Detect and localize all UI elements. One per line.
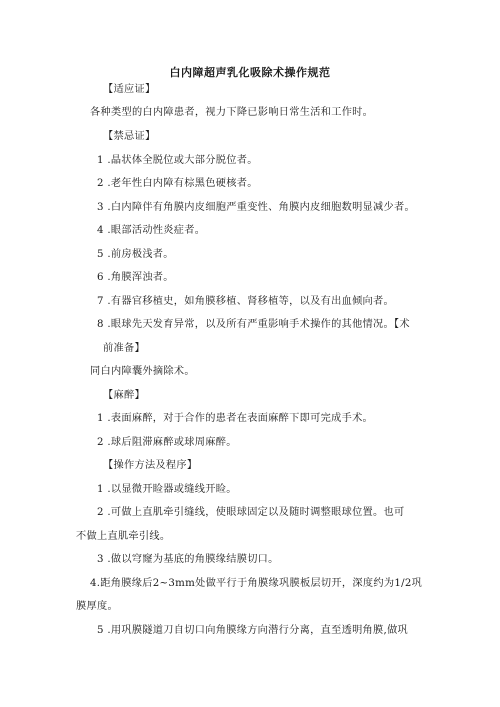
list-item-continuation: 不做上直肌牵引线。 [76, 531, 171, 542]
list-item: 4.距角膜缘后2~3mm处做平行于角膜缘巩膜板层切开，深度约为1/2巩 [90, 578, 423, 589]
section-heading-preparation: 前准备】 [103, 343, 145, 354]
list-item: 2 .老年性白内障有棕黑色硬核者。 [97, 178, 258, 189]
paragraph-indications: 各种类型的白内障患者，视力下降已影响日常生活和工作时。 [90, 107, 374, 118]
list-item: 5 .用巩膜隧道刀自切口向角膜缘方向潜行分离，直至透明角膜,做巩 [97, 625, 409, 636]
list-item: 7 .有器官移植史，如角膜移植、肾移植等，以及有出血倾向者。 [97, 296, 395, 307]
section-heading-contraindications: 【禁忌证】 [103, 131, 156, 142]
section-heading-anesthesia: 【麻醉】 [103, 390, 145, 401]
list-item: 3 .做以穹窿为基底的角膜缘结膜切口。 [97, 554, 279, 565]
list-item: 5 .前房极浅者。 [97, 249, 174, 260]
list-item: 1 .表面麻醉，对于合作的患者在表面麻醉下即可完成手术。 [97, 413, 374, 424]
list-item: 3 .白内障伴有角膜内皮细胞严重变性、角膜内皮细胞数明显减少者。 [97, 202, 415, 213]
list-item: 4 .眼部活动性炎症者。 [97, 225, 206, 236]
list-item: 6 .角膜浑浊者。 [97, 272, 174, 283]
list-item: 1 .以显微开睑器或缝线开睑。 [97, 484, 237, 495]
list-item: 1 .晶状体全脱位或大部分脱位者。 [97, 155, 258, 166]
list-item: 2 .可做上直肌牵引缝线，使眼球固定以及随时调整眼球位置。也可 [97, 507, 405, 518]
page-title: 白内障超声乳化吸除术操作规范 [169, 66, 331, 79]
list-item: 2 .球后阻滞麻醉或球周麻醉。 [97, 437, 237, 448]
list-item-continuation: 膜厚度。 [76, 601, 118, 612]
paragraph-preparation: 同白内障囊外摘除术。 [90, 366, 195, 377]
section-heading-procedure: 【操作方法及程序】 [103, 460, 198, 471]
list-item: 8 .眼球先天发育异常，以及所有严重影响手术操作的其他情况。【术 [97, 319, 410, 330]
section-heading-indications: 【适应证】 [103, 84, 156, 95]
